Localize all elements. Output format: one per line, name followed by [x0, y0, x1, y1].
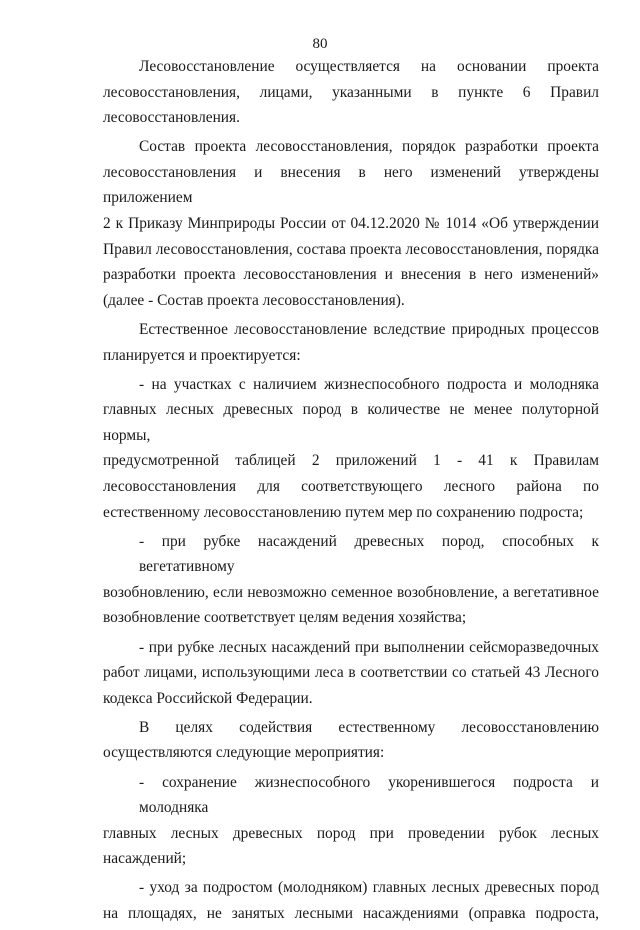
text-line: лесовосстановления. — [103, 109, 240, 127]
text-line: - при рубке лесных насаждений при выполнении сейсморазведочных — [139, 638, 599, 656]
paragraph-9 — [103, 875, 599, 926]
text-line: Правил лесовосстановления, состава проекта лесовосстановления, порядка — [103, 240, 599, 258]
paragraph-2 — [103, 134, 599, 313]
document-body — [103, 54, 599, 930]
text-line: предусмотренной таблицей 2 приложений 1 - 41 к Правилам — [103, 452, 599, 470]
text-line: насаждений; — [103, 850, 187, 868]
paragraph-1 — [103, 54, 599, 131]
paragraph-4 — [103, 372, 599, 526]
text-line: лесовосстановления для соответствующего лесного района по — [103, 478, 599, 495]
text-line: лесовосстановления, лицами, указанными в пункте 6 Правил — [103, 83, 599, 101]
text-line: - на участках с наличием жизнеспособного подроста и молодняка — [139, 375, 599, 393]
text-line: естественному лесовосстановлению путем мер по сохранению подроста; — [103, 503, 584, 521]
text-line: на площадях, не занятых лесными насаждениями (оправка подроста, — [103, 905, 599, 922]
text-line: (далее - Состав проекта лесовосстановления). — [103, 291, 405, 309]
text-line: - уход за подростом (молодняком) главных лесных древесных пород — [139, 879, 599, 897]
text-line: главных лесных древесных пород в количестве не менее полуторной нормы, — [103, 401, 599, 444]
text-line: - сохранение жизнеспособного укоренившегося подроста и молодняка — [139, 773, 599, 817]
text-line: возобновление соответствует целям ведения хозяйства; — [103, 609, 467, 627]
text-line: лесовосстановления и внесения в него изменений утверждены приложением — [103, 163, 599, 207]
text-line: Естественное лесовосстановление вследствие природных процессов — [139, 320, 599, 338]
paragraph-5 — [103, 529, 599, 631]
text-line: кодекса Российской Федерации. — [103, 689, 313, 707]
text-line: работ лицами, использующими леса в соответствии со статьей 43 Лесного — [103, 664, 599, 682]
paragraph-6 — [103, 635, 599, 712]
text-line: - при рубке насаждений древесных пород, способных к вегетативному — [139, 532, 599, 576]
text-line: возобновлению, если невозможно семенное возобновление, а вегетативное — [103, 583, 599, 601]
text-line: Лесовосстановление осуществляется на основании проекта — [139, 58, 599, 75]
text-line: 2 к Приказу Минприроды России от 04.12.2020 № 1014 «Об утверждении — [103, 215, 599, 233]
text-line: разработки проекта лесовосстановления и внесения в него изменений» — [103, 266, 599, 284]
text-line: планируется и проектируется: — [103, 346, 301, 364]
page-number: 80 — [312, 36, 328, 52]
text-line: В целях содействия естественному лесовосстановлению — [139, 718, 599, 736]
paragraph-3 — [103, 317, 599, 368]
paragraph-7 — [103, 715, 599, 766]
text-line: осуществляются следующие мероприятия: — [103, 744, 385, 762]
paragraph-8 — [103, 770, 599, 872]
text-line: Состав проекта лесовосстановления, порядок разработки проекта — [139, 138, 599, 156]
text-line: главных лесных древесных пород при проведении рубок лесных — [103, 824, 599, 842]
